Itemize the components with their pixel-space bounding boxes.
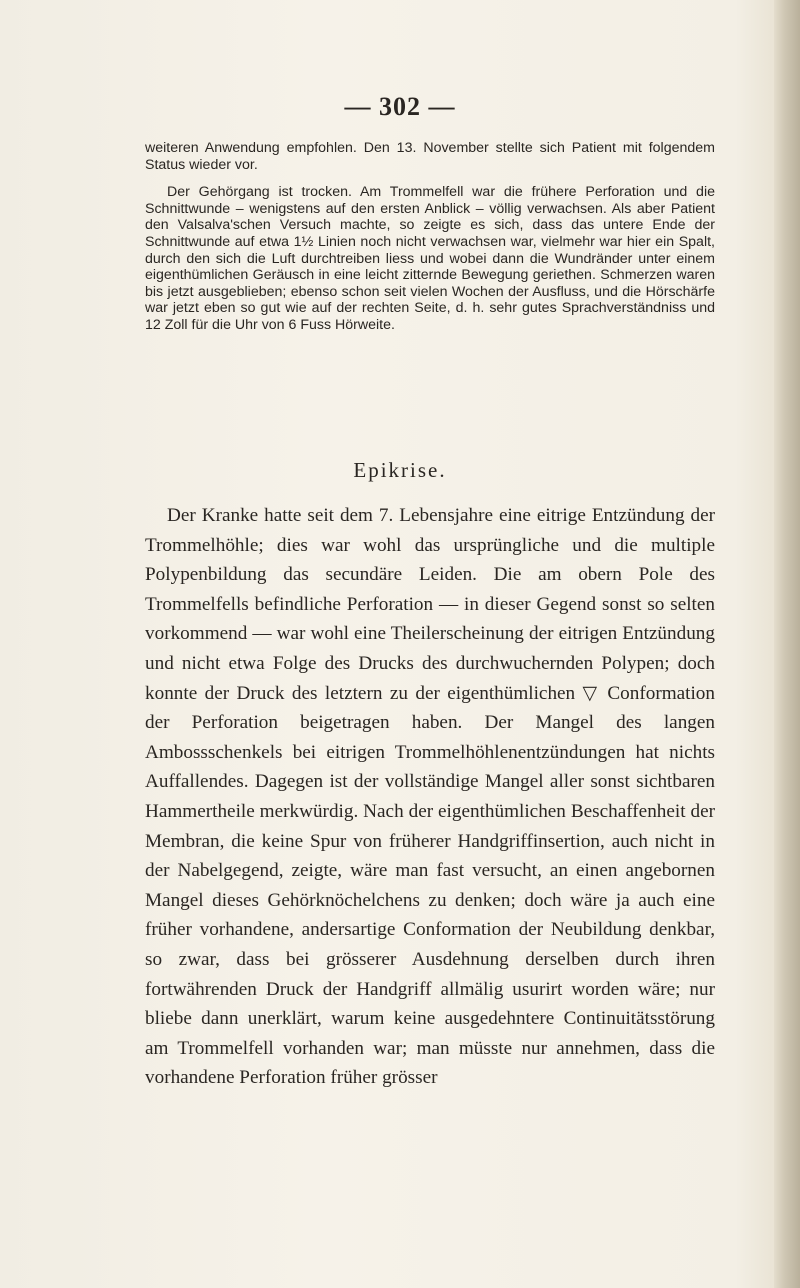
- case-report-text: [145, 140, 715, 334]
- section-heading-epikrise: Epikrise.: [353, 458, 447, 482]
- page-edge-shadow: [774, 0, 800, 1288]
- paragraph-continuation: weiteren Anwendung empfohlen. Den 13. November stellte sich Patient mit folgendem Status wieder vor.: [145, 140, 715, 173]
- page-number: — 302 —: [344, 92, 456, 121]
- epikrise-paragraph: Der Kranke hatte seit dem 7. Lebensjahre eine eitrige Entzündung der Trommelhöhle; dies war wohl das ursprüngliche und die multiple Polypenbildung das secundäre Leiden. Die am obern Pole des Trommelfells befindliche Perforation — in dieser Gegend sonst so selten vorkommend — war wohl eine Theilerscheinung der eitrigen Entzündung und nicht etwa Folge des Drucks des durchwuchernden Polypen; doch konnte der Druck des letztern zu der eigenthümlichen ▽ Conformation der Perforation beigetragen haben. Der Mangel des langen Ambossschenkels bei eitrigen Trommelhöhlenentzündungen hat nichts Auffallendes. Dagegen ist der vollständige Mangel aller sonst sichtbaren Hammertheile merkwürdig. Nach der eigenthümlichen Beschaffenheit der Membran, die keine Spur von früherer Handgriffinsertion, auch nicht in der Nabelgegend, zeigte, wäre man fast versucht, an einen angebornen Mangel dieses Gehörknöchelchens zu denken; doch wäre ja auch eine früher vorhandene, andersartige Conformation der Neubildung denkbar, so zwar, dass bei grösserer Ausdehnung derselben durch ihren fortwährenden Druck der Handgriff allmälig usurirt worden wäre; nur bliebe dann unerklärt, warum keine ausgedehntere Continuitätsstörung am Trommelfell vorhanden war; man müsste nur annehmen, dass die vorhandene Perforation früher grösser: [145, 505, 715, 1089]
- paragraph-status: Der Gehörgang ist trocken. Am Trommelfell war die frühere Perforation und die Schnittwunde – wenigstens auf den ersten Anblick – völlig verwachsen. Als aber Patient den Valsalva'schen Versuch machte, so zeigte es sich, dass das untere Ende der Schnittwunde auf etwa 1½ Linien noch nicht verwachsen war, vielmehr war hier ein Spalt, durch den sich die Luft durchtreiben liess und wobei dann die Wundränder unter einem eigenthümlichen Geräusch in eine leicht zitternde Bewegung geriethen. Schmerzen waren bis jetzt ausgeblieben; ebenso schon seit vielen Wochen der Ausfluss, und die Hörschärfe war jetzt eben so gut wie auf der rechten Seite, d. h. sehr gutes Sprachverständniss und 12 Zoll für die Uhr von 6 Fuss Hörweite.: [145, 184, 715, 333]
